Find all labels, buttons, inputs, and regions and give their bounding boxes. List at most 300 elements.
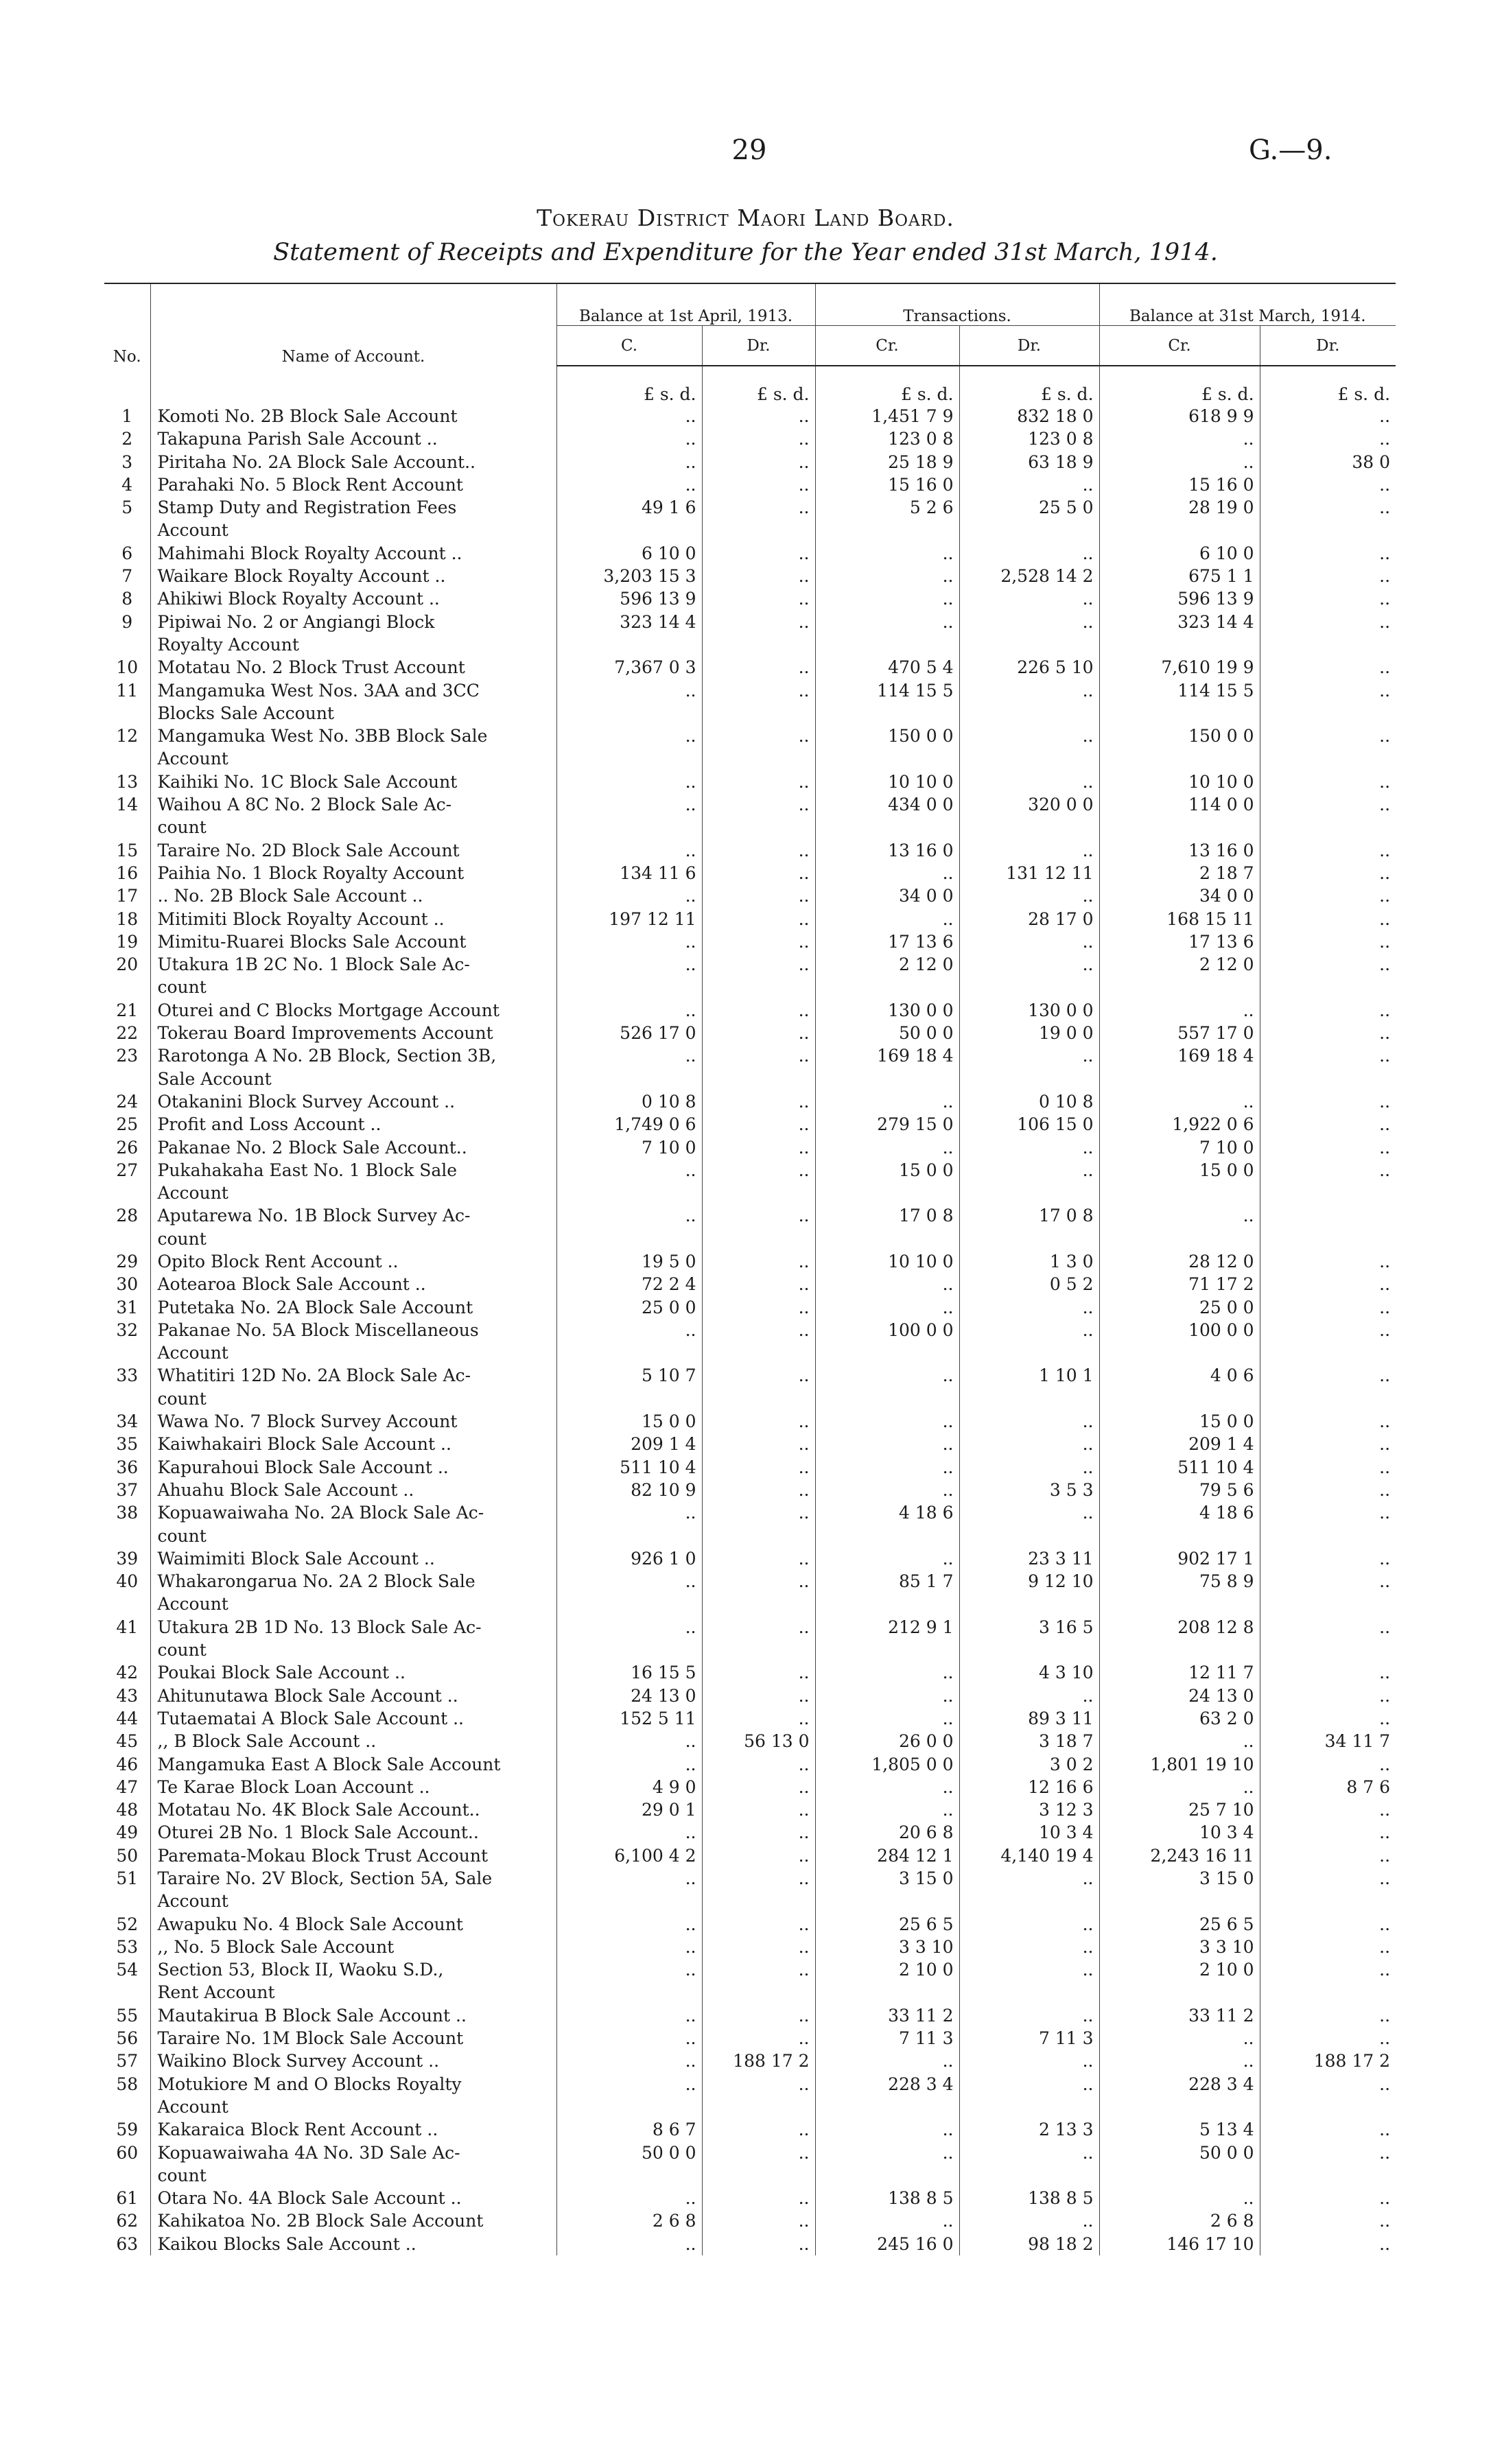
- balance-close-dr: ..: [1260, 1798, 1396, 1821]
- account-name: Rarotonga A No. 2B Block, Section 3B,: [150, 1044, 556, 1067]
- balance-close-cr: 100 0 0: [1099, 1319, 1260, 1341]
- balance-open-dr: ..: [702, 1136, 815, 1159]
- table-row: [104, 1433, 1396, 1455]
- balance-close-cr: 79 5 6: [1099, 1479, 1260, 1501]
- transactions-dr: ..: [959, 1044, 1099, 1067]
- transactions-cr: ..: [815, 542, 959, 565]
- balance-open-cr: ..: [556, 1616, 702, 1639]
- table-row: [104, 1364, 1396, 1387]
- row-number: 7: [121, 566, 133, 587]
- col-balance-open-header: Balance at 1st April, 1913.: [556, 283, 815, 326]
- balance-open-cr: 209 1 4: [556, 1433, 702, 1455]
- transactions-dr: ..: [959, 1501, 1099, 1524]
- table-row: [104, 1044, 1396, 1067]
- balance-open-dr: ..: [702, 565, 815, 587]
- transactions-dr: ..: [959, 1456, 1099, 1479]
- balance-open-cr: 6,100 4 2: [556, 1844, 702, 1867]
- balance-open-dr: ..: [702, 405, 815, 427]
- page-number: 29: [731, 134, 767, 166]
- account-name: Takapuna Parish Sale Account ..: [150, 427, 556, 450]
- balance-close-cr: 596 13 9: [1099, 587, 1260, 610]
- transactions-cr: 245 16 0: [815, 2233, 959, 2255]
- row-number: 28: [116, 1206, 139, 1226]
- account-name-continuation: count: [150, 1525, 556, 1547]
- account-name: Profit and Loss Account ..: [150, 1113, 556, 1136]
- table-row-continuation: [104, 1387, 1396, 1410]
- account-name: .. No. 2B Block Sale Account ..: [150, 884, 556, 907]
- row-number: 17: [116, 886, 139, 906]
- balance-close-dr: ..: [1260, 930, 1396, 953]
- balance-open-cr: 7,367 0 3: [556, 656, 702, 679]
- row-number: 26: [116, 1137, 139, 1158]
- transactions-cr: 114 15 5: [815, 679, 959, 702]
- transactions-cr: ..: [815, 908, 959, 930]
- transactions-cr: 26 0 0: [815, 1730, 959, 1752]
- transactions-cr: ..: [815, 1090, 959, 1113]
- balance-open-dr: ..: [702, 953, 815, 976]
- transactions-dr: ..: [959, 2050, 1099, 2072]
- transactions-cr: 2 12 0: [815, 953, 959, 976]
- transactions-cr: 130 0 0: [815, 999, 959, 1022]
- account-name: Section 53, Block II, Waoku S.D.,: [150, 1958, 556, 1981]
- transactions-dr: 1 10 1: [959, 1364, 1099, 1387]
- account-name: Mahimahi Block Royalty Account ..: [150, 542, 556, 565]
- row-number: 2: [121, 429, 133, 449]
- table-row-continuation: [104, 1068, 1396, 1090]
- account-name: Paihia No. 1 Block Royalty Account: [150, 862, 556, 884]
- balance-open-dr: ..: [702, 656, 815, 679]
- balance-close-cr: 2 6 8: [1099, 2209, 1260, 2232]
- col-balance-close-header: Balance at 31st March, 1914.: [1099, 283, 1396, 326]
- transactions-cr: 279 15 0: [815, 1113, 959, 1136]
- balance-close-dr: ..: [1260, 656, 1396, 679]
- balance-open-dr: ..: [702, 1410, 815, 1433]
- balance-open-dr: ..: [702, 1821, 815, 1844]
- balance-close-cr: 2,243 16 11: [1099, 1844, 1260, 1867]
- balance-close-dr: [1260, 1204, 1396, 1227]
- table-row: [104, 565, 1396, 587]
- account-name-continuation: Account: [150, 747, 556, 770]
- table-row: [104, 1022, 1396, 1044]
- account-name: Pukahakaha East No. 1 Block Sale: [150, 1159, 556, 1182]
- row-number: 31: [116, 1297, 139, 1317]
- table-row: [104, 999, 1396, 1022]
- balance-close-dr: ..: [1260, 1707, 1396, 1730]
- balance-close-cr: 13 16 0: [1099, 839, 1260, 862]
- balance-open-dr: 56 13 0: [702, 1730, 815, 1752]
- transactions-dr: 1 3 0: [959, 1250, 1099, 1273]
- table-row: [104, 473, 1396, 496]
- balance-close-dr: ..: [1260, 1433, 1396, 1455]
- balance-open-dr: ..: [702, 451, 815, 473]
- balance-open-dr: ..: [702, 473, 815, 496]
- balance-close-dr: ..: [1260, 1479, 1396, 1501]
- account-name-continuation: Account: [150, 2096, 556, 2118]
- account-name: Kopuawaiwaha No. 2A Block Sale Ac-: [150, 1501, 556, 1524]
- transactions-dr: 0 10 8: [959, 1090, 1099, 1113]
- transactions-cr: 150 0 0: [815, 725, 959, 747]
- transactions-dr: 3 0 2: [959, 1753, 1099, 1776]
- balance-open-dr: ..: [702, 2118, 815, 2141]
- transactions-dr: ..: [959, 542, 1099, 565]
- transactions-cr: 17 13 6: [815, 930, 959, 953]
- account-name: Tokerau Board Improvements Account: [150, 1022, 556, 1044]
- transactions-dr: 130 0 0: [959, 999, 1099, 1022]
- balance-open-cr: 50 0 0: [556, 2142, 702, 2164]
- transactions-dr: ..: [959, 1410, 1099, 1433]
- account-name-continuation: Account: [150, 1182, 556, 1204]
- table-row: [104, 793, 1396, 816]
- transactions-cr: 1,451 7 9: [815, 405, 959, 427]
- transactions-dr: ..: [959, 2073, 1099, 2096]
- transactions-dr: 19 0 0: [959, 1022, 1099, 1044]
- balance-close-dr: ..: [1260, 1044, 1396, 1067]
- balance-open-dr: ..: [702, 1798, 815, 1821]
- balance-open-dr: ..: [702, 1844, 815, 1867]
- balance-close-cr: 25 0 0: [1099, 1296, 1260, 1319]
- balance-open-dr: ..: [702, 1113, 815, 1136]
- balance-open-dr: ..: [702, 2233, 815, 2255]
- account-name: Ahitunutawa Block Sale Account ..: [150, 1685, 556, 1707]
- table-row: [104, 953, 1396, 976]
- balance-close-dr: ..: [1260, 1364, 1396, 1387]
- units-label: £ s. d.: [556, 366, 702, 405]
- balance-open-dr: ..: [702, 1753, 815, 1776]
- row-number: 15: [116, 840, 139, 860]
- col-name-header: Name of Account.: [150, 283, 556, 366]
- transactions-dr: ..: [959, 2004, 1099, 2027]
- account-name: Taraire No. 1M Block Sale Account: [150, 2027, 556, 2050]
- balance-open-cr: 49 1 6: [556, 496, 702, 519]
- balance-close-cr: ..: [1099, 427, 1260, 450]
- balance-open-dr: ..: [702, 1776, 815, 1798]
- balance-open-dr: ..: [702, 1936, 815, 1958]
- balance-close-cr: 10 3 4: [1099, 1821, 1260, 1844]
- row-number: 43: [116, 1685, 139, 1706]
- transactions-cr: ..: [815, 1776, 959, 1798]
- transactions-cr: 284 12 1: [815, 1844, 959, 1867]
- balance-close-dr: ..: [1260, 1159, 1396, 1182]
- balance-close-cr: ..: [1099, 1776, 1260, 1798]
- transactions-dr: 0 5 2: [959, 1273, 1099, 1295]
- balance-close-cr: 902 17 1: [1099, 1547, 1260, 1570]
- balance-open-dr: ..: [702, 1273, 815, 1295]
- account-name: Motukiore M and O Blocks Royalty: [150, 2073, 556, 2096]
- transactions-cr: ..: [815, 1410, 959, 1433]
- balance-close-dr: ..: [1260, 1844, 1396, 1867]
- balance-close-cr: 24 13 0: [1099, 1685, 1260, 1707]
- account-name: Mangamuka West Nos. 3AA and 3CC: [150, 679, 556, 702]
- balance-close-cr: 7 10 0: [1099, 1136, 1260, 1159]
- transactions-dr: ..: [959, 953, 1099, 976]
- row-number: 59: [116, 2120, 139, 2140]
- table-row: [104, 1685, 1396, 1707]
- balance-open-dr: ..: [702, 1364, 815, 1387]
- balance-open-dr: ..: [702, 930, 815, 953]
- account-name: Awapuku No. 4 Block Sale Account: [150, 1913, 556, 1936]
- balance-open-dr: ..: [702, 771, 815, 793]
- balance-open-cr: ..: [556, 1958, 702, 1981]
- transactions-dr: 832 18 0: [959, 405, 1099, 427]
- account-name: Kopuawaiwaha 4A No. 3D Sale Ac-: [150, 2142, 556, 2164]
- table-row: [104, 2027, 1396, 2050]
- transactions-cr: 434 0 0: [815, 793, 959, 816]
- balance-close-dr: ..: [1260, 1113, 1396, 1136]
- transactions-dr: 98 18 2: [959, 2233, 1099, 2255]
- row-number: 30: [116, 1274, 139, 1295]
- balance-open-cr: ..: [556, 725, 702, 747]
- account-name-continuation: count: [150, 816, 556, 838]
- balance-close-cr: 17 13 6: [1099, 930, 1260, 953]
- balance-open-cr: 511 10 4: [556, 1456, 702, 1479]
- balance-open-dr: ..: [702, 611, 815, 633]
- units-label: £ s. d.: [1260, 366, 1396, 405]
- balance-open-dr: ..: [702, 2073, 815, 2096]
- table-row-continuation: [104, 976, 1396, 998]
- transactions-cr: 13 16 0: [815, 839, 959, 862]
- account-name: Aotearoa Block Sale Account ..: [150, 1273, 556, 1295]
- table-row: [104, 1844, 1396, 1867]
- balance-close-cr: 15 0 0: [1099, 1159, 1260, 1182]
- transactions-cr: 15 0 0: [815, 1159, 959, 1182]
- balance-close-dr: ..: [1260, 427, 1396, 450]
- account-name: Stamp Duty and Registration Fees: [150, 496, 556, 519]
- balance-open-cr: 5 10 7: [556, 1364, 702, 1387]
- balance-close-cr: 7,610 19 9: [1099, 656, 1260, 679]
- table-row: [104, 1456, 1396, 1479]
- balance-open-cr: ..: [556, 1570, 702, 1593]
- transactions-dr: ..: [959, 1867, 1099, 1890]
- row-number: 41: [116, 1617, 139, 1637]
- transactions-cr: ..: [815, 2142, 959, 2164]
- row-number: 61: [116, 2188, 139, 2209]
- balance-close-dr: ..: [1260, 611, 1396, 633]
- balance-close-cr: ..: [1099, 999, 1260, 1022]
- row-number: 16: [116, 863, 139, 883]
- row-number: 19: [116, 931, 139, 952]
- balance-close-cr: 2 10 0: [1099, 1958, 1260, 1981]
- balance-close-cr: 15 16 0: [1099, 473, 1260, 496]
- balance-close-dr: ..: [1260, 405, 1396, 427]
- table-row: [104, 587, 1396, 610]
- balance-close-cr: 1,801 19 10: [1099, 1753, 1260, 1776]
- balance-open-cr: 25 0 0: [556, 1296, 702, 1319]
- accounts-table: [104, 283, 1396, 2255]
- balance-open-cr: ..: [556, 2233, 702, 2255]
- transactions-cr: 85 1 7: [815, 1570, 959, 1593]
- transactions-cr: 470 5 4: [815, 656, 959, 679]
- balance-close-cr: 33 11 2: [1099, 2004, 1260, 2027]
- balance-close-cr: 25 6 5: [1099, 1913, 1260, 1936]
- row-number: 32: [116, 1319, 139, 1340]
- account-name: Waikino Block Survey Account ..: [150, 2050, 556, 2072]
- balance-open-dr: ..: [702, 587, 815, 610]
- account-name: Whatitiri 12D No. 2A Block Sale Ac-: [150, 1364, 556, 1387]
- table-row: [104, 611, 1396, 633]
- transactions-dr: ..: [959, 473, 1099, 496]
- transactions-cr: 25 6 5: [815, 1913, 959, 1936]
- transactions-dr: ..: [959, 1936, 1099, 1958]
- transactions-cr: 3 3 10: [815, 1936, 959, 1958]
- transactions-cr: 10 10 0: [815, 771, 959, 793]
- balance-close-cr: 511 10 4: [1099, 1456, 1260, 1479]
- table-row: [104, 725, 1396, 747]
- balance-open-dr: ..: [702, 839, 815, 862]
- table-row: [104, 2004, 1396, 2027]
- balance-open-dr: ..: [702, 496, 815, 519]
- balance-open-cr: ..: [556, 473, 702, 496]
- balance-open-dr: ..: [702, 1090, 815, 1113]
- balance-open-dr: ..: [702, 1616, 815, 1639]
- balance-close-cr: 1,922 0 6: [1099, 1113, 1260, 1136]
- col-transactions-header: Transactions.: [815, 283, 1099, 326]
- row-number: 38: [116, 1503, 139, 1523]
- balance-open-dr: ..: [702, 1204, 815, 1227]
- col-cr-trans: Cr.: [815, 326, 959, 366]
- balance-close-dr: ..: [1260, 1090, 1396, 1113]
- account-name-continuation: count: [150, 1228, 556, 1250]
- row-number: 3: [121, 451, 133, 472]
- row-number: 9: [121, 611, 133, 632]
- balance-close-dr: ..: [1260, 1661, 1396, 1684]
- row-number: 14: [116, 795, 139, 815]
- balance-open-dr: ..: [702, 999, 815, 1022]
- account-name-continuation: count: [150, 1639, 556, 1661]
- balance-open-dr: ..: [702, 1319, 815, 1341]
- account-name: Kaikou Blocks Sale Account ..: [150, 2233, 556, 2255]
- balance-open-cr: ..: [556, 1204, 702, 1227]
- balance-close-cr: ..: [1099, 451, 1260, 473]
- transactions-cr: 34 0 0: [815, 884, 959, 907]
- table-row: [104, 1730, 1396, 1752]
- balance-open-dr: ..: [702, 1661, 815, 1684]
- balance-open-cr: ..: [556, 1044, 702, 1067]
- balance-close-dr: ..: [1260, 2004, 1396, 2027]
- balance-open-cr: ..: [556, 2027, 702, 2050]
- balance-close-dr: ..: [1260, 496, 1396, 519]
- transactions-dr: ..: [959, 1433, 1099, 1455]
- account-name-continuation: count: [150, 976, 556, 998]
- table-row: [104, 1410, 1396, 1433]
- row-number: 57: [116, 2051, 139, 2072]
- account-name: Motatau No. 2 Block Trust Account: [150, 656, 556, 679]
- balance-close-cr: 15 0 0: [1099, 1410, 1260, 1433]
- account-name: Otakanini Block Survey Account ..: [150, 1090, 556, 1113]
- table-row: [104, 2233, 1396, 2255]
- account-name: Ahikiwi Block Royalty Account ..: [150, 587, 556, 610]
- transactions-dr: ..: [959, 771, 1099, 793]
- transactions-cr: 17 0 8: [815, 1204, 959, 1227]
- balance-close-cr: 323 14 4: [1099, 611, 1260, 633]
- transactions-dr: 3 16 5: [959, 1616, 1099, 1639]
- transactions-cr: ..: [815, 1136, 959, 1159]
- balance-open-cr: 596 13 9: [556, 587, 702, 610]
- balance-open-cr: ..: [556, 793, 702, 816]
- balance-close-dr: ..: [1260, 1410, 1396, 1433]
- table-row: [104, 405, 1396, 427]
- balance-close-dr: ..: [1260, 1273, 1396, 1295]
- balance-open-cr: 152 5 11: [556, 1707, 702, 1730]
- balance-open-dr: ..: [702, 793, 815, 816]
- balance-open-cr: ..: [556, 1730, 702, 1752]
- balance-open-dr: ..: [702, 1456, 815, 1479]
- balance-open-cr: ..: [556, 1159, 702, 1182]
- balance-open-cr: 15 0 0: [556, 1410, 702, 1433]
- balance-close-dr: ..: [1260, 2142, 1396, 2164]
- table-row: [104, 1661, 1396, 1684]
- table-row: [104, 1913, 1396, 1936]
- balance-close-cr: 150 0 0: [1099, 725, 1260, 747]
- balance-close-cr: ..: [1099, 2027, 1260, 2050]
- transactions-cr: ..: [815, 1433, 959, 1455]
- account-name: Oturei and C Blocks Mortgage Account: [150, 999, 556, 1022]
- balance-close-dr: ..: [1260, 1547, 1396, 1570]
- balance-open-dr: ..: [702, 1250, 815, 1273]
- row-number: 58: [116, 2074, 139, 2094]
- transactions-dr: ..: [959, 1136, 1099, 1159]
- balance-close-cr: ..: [1099, 2050, 1260, 2072]
- balance-open-cr: 7 10 0: [556, 1136, 702, 1159]
- balance-open-dr: 188 17 2: [702, 2050, 815, 2072]
- balance-close-cr: 28 12 0: [1099, 1250, 1260, 1273]
- row-number: 46: [116, 1754, 139, 1774]
- balance-close-cr: 146 17 10: [1099, 2233, 1260, 2255]
- table-row: [104, 908, 1396, 930]
- balance-open-dr: ..: [702, 2209, 815, 2232]
- transactions-dr: ..: [959, 611, 1099, 633]
- table-row: [104, 679, 1396, 702]
- balance-open-dr: ..: [702, 2142, 815, 2164]
- balance-open-cr: ..: [556, 930, 702, 953]
- balance-close-cr: ..: [1099, 1090, 1260, 1113]
- transactions-dr: 25 5 0: [959, 496, 1099, 519]
- transactions-cr: ..: [815, 2209, 959, 2232]
- table-row: [104, 1273, 1396, 1295]
- balance-close-cr: 63 2 0: [1099, 1707, 1260, 1730]
- table-row: [104, 1776, 1396, 1798]
- table-row: [104, 1159, 1396, 1182]
- table-row: [104, 771, 1396, 793]
- table-row-continuation: [104, 1525, 1396, 1547]
- balance-open-dr: ..: [702, 1022, 815, 1044]
- balance-close-cr: 3 15 0: [1099, 1867, 1260, 1890]
- account-name-continuation: count: [150, 2164, 556, 2187]
- transactions-cr: 228 3 4: [815, 2073, 959, 2096]
- balance-close-cr: 25 7 10: [1099, 1798, 1260, 1821]
- table-row: [104, 884, 1396, 907]
- account-name: Mitimiti Block Royalty Account ..: [150, 908, 556, 930]
- transactions-dr: 12 16 6: [959, 1776, 1099, 1798]
- transactions-cr: ..: [815, 1456, 959, 1479]
- balance-open-dr: ..: [702, 862, 815, 884]
- table-row-continuation: [104, 816, 1396, 838]
- account-name: Utakura 2B 1D No. 13 Block Sale Ac-: [150, 1616, 556, 1639]
- balance-open-cr: ..: [556, 1821, 702, 1844]
- account-name-continuation: Royalty Account: [150, 633, 556, 656]
- balance-close-cr: 34 0 0: [1099, 884, 1260, 907]
- account-name: Parahaki No. 5 Block Rent Account: [150, 473, 556, 496]
- transactions-cr: 100 0 0: [815, 1319, 959, 1341]
- row-number: 5: [121, 497, 133, 518]
- table-row: [104, 2073, 1396, 2096]
- transactions-cr: ..: [815, 1273, 959, 1295]
- table-row: [104, 1204, 1396, 1227]
- transactions-cr: ..: [815, 1547, 959, 1570]
- balance-open-dr: ..: [702, 1159, 815, 1182]
- account-name: Kahikatoa No. 2B Block Sale Account: [150, 2209, 556, 2232]
- balance-close-dr: ..: [1260, 771, 1396, 793]
- row-number: 20: [116, 954, 139, 975]
